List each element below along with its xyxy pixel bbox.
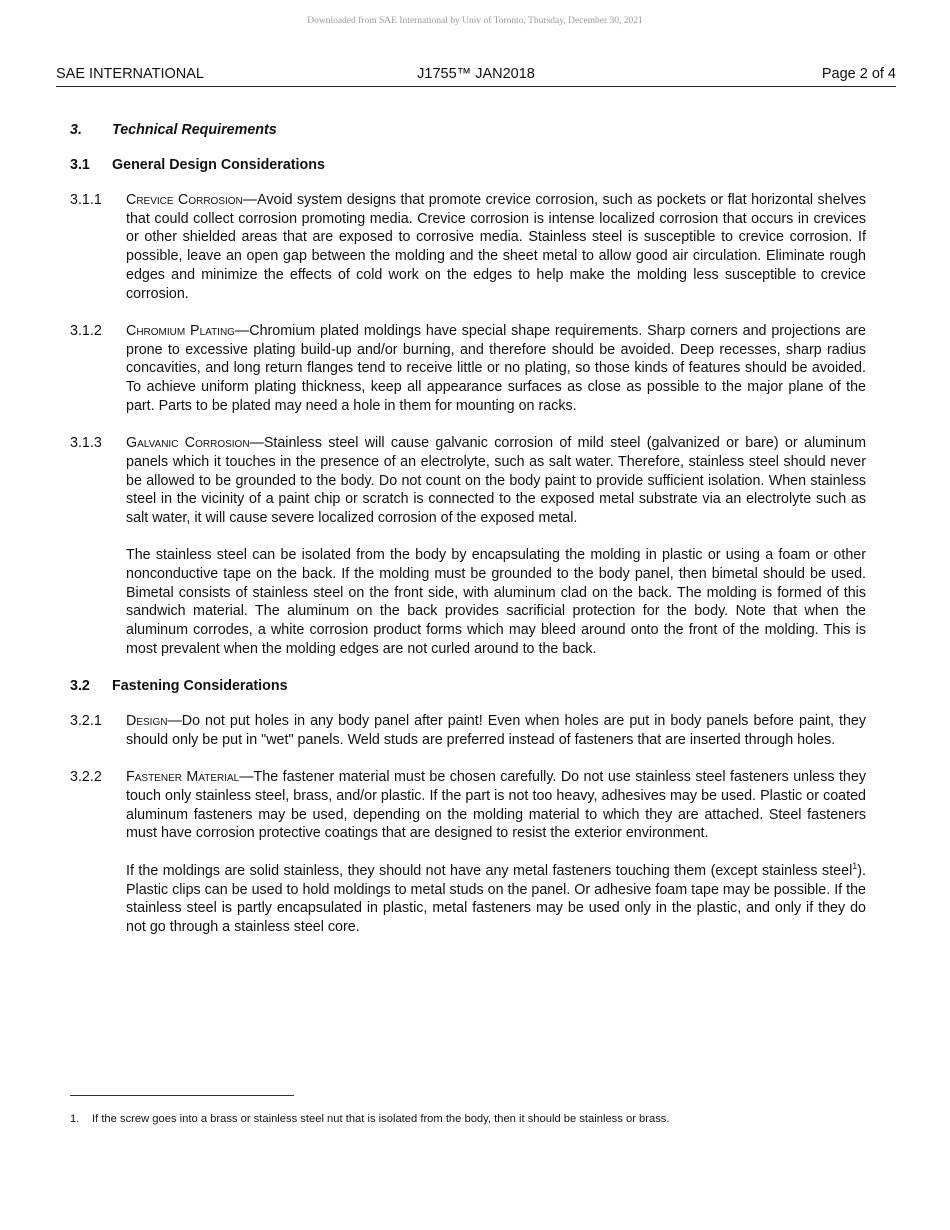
paragraph-text: —Do not put holes in any body panel after paint! Even when holes are put in body panels before paint, they should only be put in "wet" panels. Weld studs are preferred instead of fasteners that are inserted through holes. xyxy=(126,713,866,748)
paragraph-number: 3.1.1 xyxy=(70,192,102,208)
paragraph-3-1-2 xyxy=(70,322,866,416)
footnote-text: If the screw goes into a brass or stainless steel nut that is isolated from the body, then it should be stainless or brass. xyxy=(92,1113,670,1125)
paragraph-3-1-3 xyxy=(70,434,866,528)
document-body xyxy=(70,121,866,955)
paragraph-title: Design xyxy=(126,713,168,730)
footnote-divider xyxy=(70,1095,294,1096)
paragraph-number: 3.2.1 xyxy=(70,713,102,730)
paragraph-number: 3.1.3 xyxy=(70,435,102,452)
section-title: Fastening Considerations xyxy=(112,678,288,695)
section-title: Technical Requirements xyxy=(112,122,277,138)
paragraph-title: Fastener Material xyxy=(126,769,240,786)
download-note: Downloaded from SAE International by Univ of Toronto, Thursday, December 30, 2021 xyxy=(307,16,643,26)
paragraph-text: ). Plastic clips can be used to hold moldings to metal studs on the panel. Or adhesive foam tape may be possible. If the stainless steel is partly encapsulated in plastic, metal fasteners may be used only in the plastic, and only if they do not go through a stainless steel core. xyxy=(126,862,866,935)
paragraph-3-2-2 xyxy=(70,768,866,843)
paragraph-3-2-1 xyxy=(70,712,866,749)
paragraph-text: —Stainless steel will cause galvanic corrosion of mild steel (galvanized or bare) or aluminum panels which it touches in the presence of an electrolyte, such as salt water. Therefore, stainless steel should never be allowed to be grounded to the body. Do not count on the body paint to provide sufficient isolation. When stainless steel in the vicinity of a paint chip or scratch is connected to the exposed metal substrate via an electrolyte such as salt water, it will cause severe localized corrosion of the exposed metal. xyxy=(126,435,866,526)
paragraph-text: —Avoid system designs that promote crevice corrosion, such as pockets or flat horizontal shelves that could collect corrosion promoting media. Crevice corrosion is intense localized corrosion that occurs in crevices or other shielded areas that are exposed to corrosive media. Stainless steel is susceptible to crevice corrosion. If possible, leave an open gap between the molding and the sheet metal to allow good air circulation. Eliminate rough edges and minimize the effects of cold work on the edges to help make the molding less susceptible to crevice corrosion. xyxy=(126,192,866,302)
footnote-reference[interactable]: 1 xyxy=(852,861,858,872)
section-heading-3-1 xyxy=(70,156,866,175)
header-organization: SAE INTERNATIONAL xyxy=(56,66,204,82)
paragraph-title: Galvanic Corrosion xyxy=(126,435,250,452)
page-header xyxy=(56,66,896,87)
paragraph-title: Crevice Corrosion xyxy=(126,192,243,208)
paragraph-text: If the moldings are solid stainless, they should not have any metal fasteners touching them (except stainless steel xyxy=(126,862,853,879)
header-page-number: Page 2 of 4 xyxy=(821,66,896,82)
section-number: 3. xyxy=(70,122,82,138)
paragraph-title: Chromium Plating xyxy=(126,322,235,339)
paragraph-3-1-1 xyxy=(70,191,866,303)
paragraph-text: —The fastener material must be chosen carefully. Do not use stainless steel fasteners unless they touch only stainless steel, brass, and/or plastic. If the part is not too heavy, adhesives may be used. Plastic or coated aluminum fasteners may be used, depending on the molding material to which they are attached. Steel fasteners must have corrosion protective coatings that are designed to resist the exterior environment. xyxy=(126,769,866,842)
section-number: 3.2 xyxy=(70,678,90,695)
paragraph-3-1-3-continued: The stainless steel can be isolated from the body by encapsulating the molding in plastic or using a foam or other nonconductive tape on the back. If the molding must be grounded to the body panel, then bimetal should be used. Bimetal consists of stainless steel on the front side, with aluminum clad on the back. The molding is formed of this sandwich material. The aluminum on the back provides sacrificial protection for the body. Note that when the aluminum corrodes, a white corrosion product forms which may bleed around onto the front of the molding. This is most prevalent when the molding edges are not curled around to the back. xyxy=(126,547,866,657)
section-number: 3.1 xyxy=(70,157,90,173)
paragraph-text: —Chromium plated moldings have special shape requirements. Sharp corners and projections are prone to excessive plating build-up and/or burning, and therefore should be avoided. Deep recesses, sharp radius concavities, and long return flanges tend to receive little or no plating, so those kinds of features should be avoided. To achieve uniform plating thickness, keep all appearance surfaces as close as possible to the major plane of the part. Parts to be plated may need a hole in them for mounting on racks. xyxy=(126,322,866,414)
paragraph-3-2-2-continued xyxy=(126,862,866,937)
section-heading-3-2 xyxy=(70,677,866,696)
section-heading-3 xyxy=(70,121,866,140)
paragraph-number: 3.2.2 xyxy=(70,769,102,786)
paragraph-number: 3.1.2 xyxy=(70,322,102,339)
footnote xyxy=(70,1113,670,1125)
header-document-id: J1755™ JAN2018 xyxy=(417,66,535,82)
footnote-number: 1. xyxy=(70,1113,80,1125)
section-title: General Design Considerations xyxy=(112,157,325,173)
